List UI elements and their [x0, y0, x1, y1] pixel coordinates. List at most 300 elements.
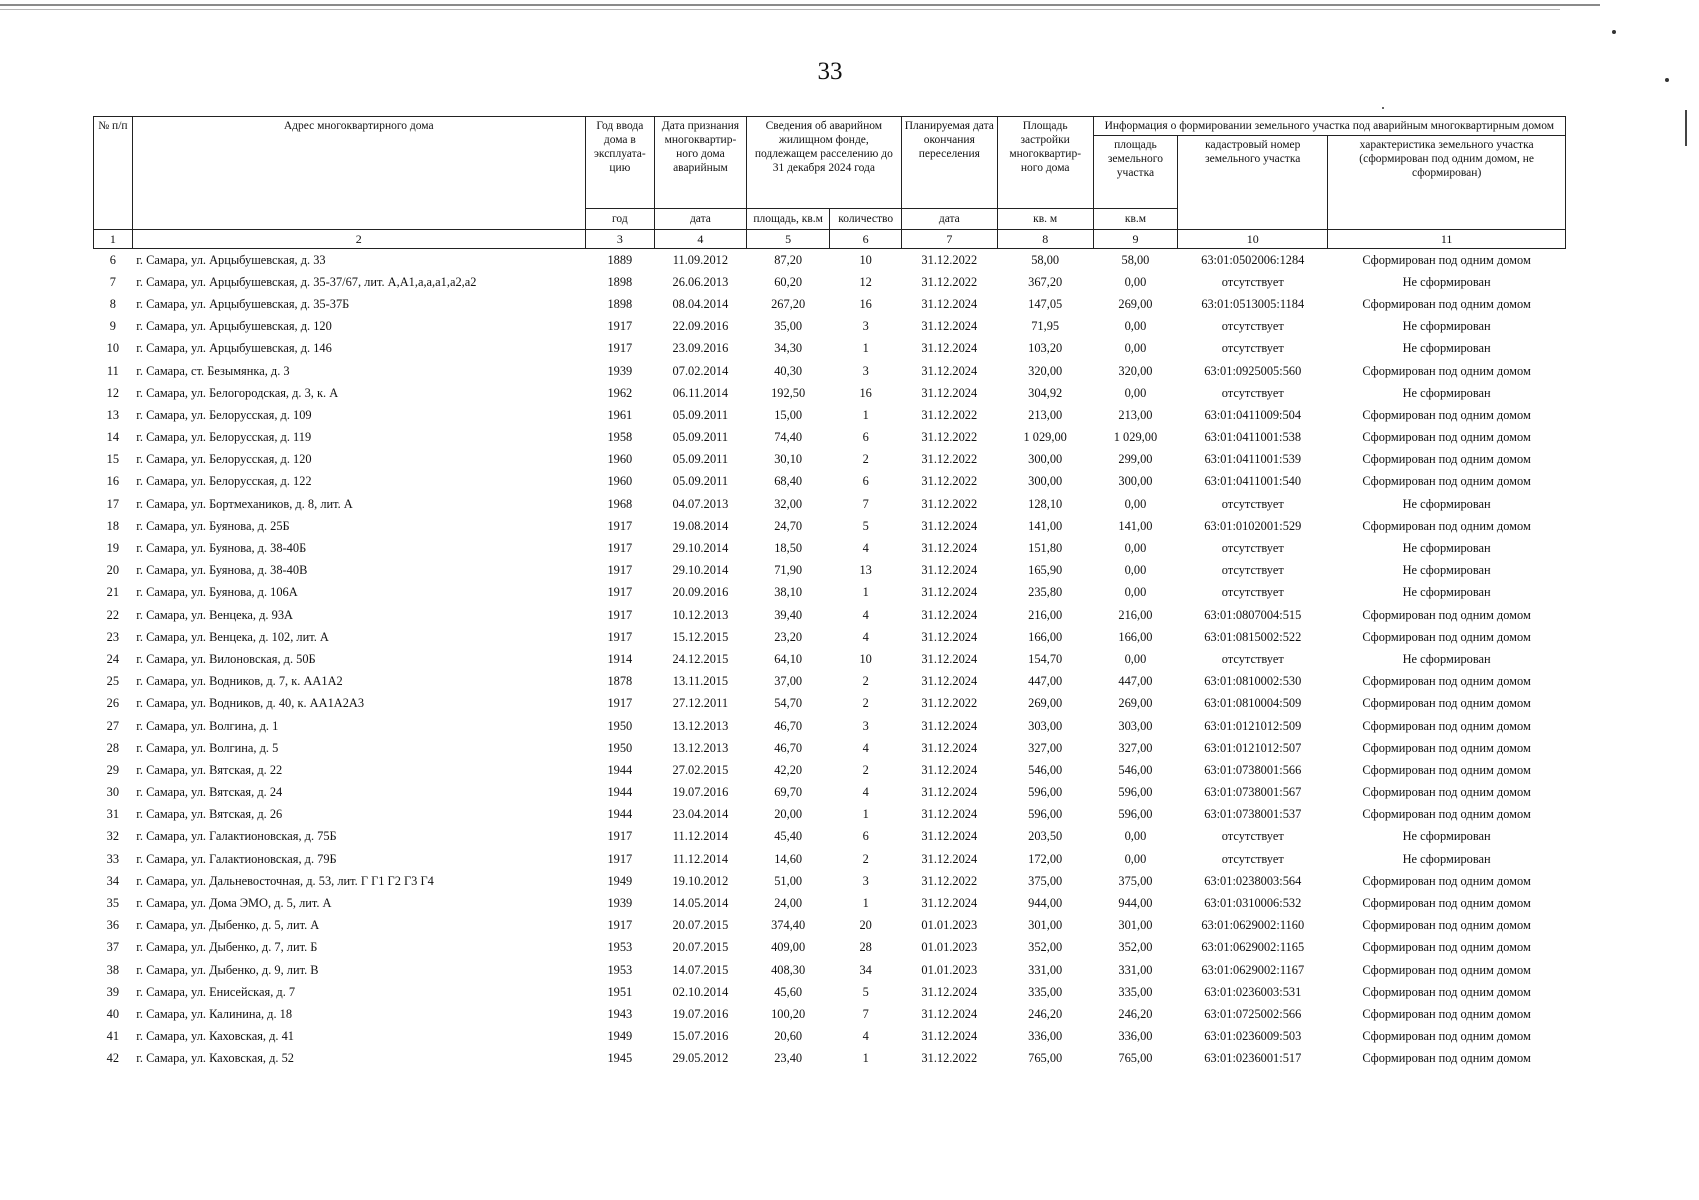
table-row [94, 316, 1566, 338]
cadastral-cell: 63:01:0925005:560 [1204, 363, 1302, 378]
year-cell: 1917 [607, 918, 633, 933]
cadastral-cell: отсутствует [1221, 563, 1284, 578]
date-recognized-cell: 07.02.2014 [672, 363, 729, 378]
table-row [94, 715, 1566, 737]
area-cell: 64,10 [774, 651, 803, 666]
date-recognized-cell: 04.07.2013 [672, 496, 729, 511]
land-area-cell: 303,00 [1118, 718, 1153, 733]
address-cell: г. Самара, ул. Дальневосточная, д. 53, лит. Г Г1 Г2 Г3 Г4 [136, 873, 434, 888]
date-recognized-cell: 11.09.2012 [672, 252, 729, 267]
year-cell: 1960 [607, 452, 633, 467]
column-number: 6 [830, 230, 901, 249]
address-cell: г. Самара, ул. Арцыбушевская, д. 35-37/67, лит. А,А1,а,а,а1,а2,а2 [136, 274, 477, 289]
row-number: 35 [106, 896, 120, 911]
planned-date-cell: 31.12.2024 [921, 984, 978, 999]
building-area-cell: 304,92 [1028, 385, 1063, 400]
building-area-cell: 165,90 [1028, 563, 1063, 578]
unit-land-area: кв.м [1093, 209, 1178, 230]
date-recognized-cell: 11.12.2014 [672, 851, 729, 866]
year-cell: 1961 [607, 407, 633, 422]
table-row [94, 959, 1566, 981]
cadastral-cell: отсутствует [1221, 341, 1284, 356]
land-area-cell: 0,00 [1124, 341, 1147, 356]
count-cell: 3 [862, 363, 869, 378]
table-header [94, 117, 1566, 249]
land-area-cell: 0,00 [1124, 274, 1147, 289]
area-cell: 40,30 [774, 363, 803, 378]
cadastral-cell: 63:01:0738001:567 [1204, 785, 1302, 800]
area-cell: 267,20 [771, 296, 806, 311]
land-area-cell: 335,00 [1118, 984, 1153, 999]
unit-area: площадь, кв.м [746, 209, 830, 230]
row-number: 18 [106, 518, 120, 533]
year-cell: 1962 [607, 385, 633, 400]
land-char-cell: Сформирован под одним домом [1362, 474, 1531, 489]
header-emergency-fund: Сведения об аварийном жилищном фонде, подлежащем расселению до 31 декабря 2024 года [746, 117, 901, 209]
count-cell: 4 [862, 1029, 869, 1044]
date-recognized-cell: 13.12.2013 [672, 718, 729, 733]
cadastral-cell: 63:01:0411001:539 [1204, 452, 1302, 467]
land-char-cell: Сформирован под одним домом [1362, 607, 1531, 622]
date-recognized-cell: 27.12.2011 [672, 696, 729, 711]
count-cell: 2 [862, 452, 869, 467]
row-number: 41 [106, 1029, 120, 1044]
table-row [94, 515, 1566, 537]
land-area-cell: 352,00 [1118, 940, 1153, 955]
count-cell: 4 [862, 740, 869, 755]
area-cell: 15,00 [774, 407, 803, 422]
address-cell: г. Самара, ул. Арцыбушевская, д. 120 [136, 319, 332, 334]
year-cell: 1917 [607, 518, 633, 533]
cadastral-cell: 63:01:0629002:1160 [1201, 918, 1305, 933]
table-row [94, 693, 1566, 715]
planned-date-cell: 31.12.2024 [921, 1006, 978, 1021]
land-area-cell: 0,00 [1124, 541, 1147, 556]
column-number: 5 [746, 230, 830, 249]
building-area-cell: 327,00 [1028, 740, 1063, 755]
date-recognized-cell: 05.09.2011 [672, 452, 729, 467]
date-recognized-cell: 26.06.2013 [672, 274, 729, 289]
area-cell: 46,70 [774, 740, 803, 755]
count-cell: 13 [859, 563, 872, 578]
cadastral-cell: 63:01:0738001:566 [1204, 762, 1302, 777]
row-number: 12 [106, 385, 120, 400]
year-cell: 1917 [607, 696, 633, 711]
table-row [94, 759, 1566, 781]
building-area-cell: 128,10 [1028, 496, 1063, 511]
row-number: 36 [106, 918, 120, 933]
year-cell: 1898 [607, 296, 633, 311]
count-cell: 2 [862, 762, 869, 777]
row-number: 37 [106, 940, 120, 955]
year-cell: 1960 [607, 474, 633, 489]
planned-date-cell: 31.12.2024 [921, 674, 978, 689]
area-cell: 39,40 [774, 607, 803, 622]
unit-count: количество [830, 209, 901, 230]
area-cell: 46,70 [774, 718, 803, 733]
planned-date-cell: 31.12.2022 [921, 1051, 978, 1066]
year-cell: 1914 [607, 651, 633, 666]
building-area-cell: 331,00 [1028, 962, 1063, 977]
year-cell: 1917 [607, 563, 633, 578]
address-cell: г. Самара, ст. Безымянка, д. 3 [136, 363, 290, 378]
year-cell: 1898 [607, 274, 633, 289]
count-cell: 16 [859, 296, 872, 311]
building-area-cell: 765,00 [1028, 1051, 1063, 1066]
count-cell: 2 [862, 851, 869, 866]
land-area-cell: 320,00 [1118, 363, 1153, 378]
year-cell: 1917 [607, 829, 633, 844]
count-cell: 6 [862, 829, 869, 844]
date-recognized-cell: 10.12.2013 [672, 607, 729, 622]
year-cell: 1917 [607, 851, 633, 866]
date-recognized-cell: 15.12.2015 [672, 629, 729, 644]
building-area-cell: 216,00 [1028, 607, 1063, 622]
land-char-cell: Не сформирован [1402, 341, 1491, 356]
year-cell: 1945 [607, 1051, 633, 1066]
row-number: 38 [106, 962, 120, 977]
address-cell: г. Самара, ул. Вятская, д. 22 [136, 762, 283, 777]
area-cell: 38,10 [774, 585, 803, 600]
address-cell: г. Самара, ул. Галактионовская, д. 75Б [136, 829, 337, 844]
row-number: 15 [106, 452, 120, 467]
address-cell: г. Самара, ул. Арцыбушевская, д. 146 [136, 341, 332, 356]
area-cell: 54,70 [774, 696, 803, 711]
land-area-cell: 0,00 [1124, 563, 1147, 578]
land-area-cell: 166,00 [1118, 629, 1153, 644]
building-area-cell: 213,00 [1028, 407, 1063, 422]
land-area-cell: 0,00 [1124, 829, 1147, 844]
land-area-cell: 1 029,00 [1113, 430, 1158, 445]
scan-speck [1665, 78, 1669, 82]
year-cell: 1944 [607, 762, 633, 777]
building-area-cell: 141,00 [1028, 518, 1063, 533]
address-cell: г. Самара, ул. Водников, д. 7, к. АА1А2 [136, 674, 343, 689]
address-cell: г. Самара, ул. Каховская, д. 52 [136, 1051, 294, 1066]
land-char-cell: Сформирован под одним домом [1362, 962, 1531, 977]
table-row [94, 892, 1566, 914]
address-cell: г. Самара, ул. Белорусская, д. 120 [136, 452, 312, 467]
column-number: 11 [1328, 230, 1566, 249]
year-cell: 1951 [607, 984, 633, 999]
land-char-cell: Сформирован под одним домом [1362, 940, 1531, 955]
row-number: 19 [106, 541, 120, 556]
header-cadastral: кадастровый номер земельного участка [1178, 136, 1328, 230]
count-cell: 2 [862, 696, 869, 711]
address-cell: г. Самара, ул. Водников, д. 40, к. АА1А2А3 [136, 696, 365, 711]
count-cell: 20 [859, 918, 872, 933]
building-area-cell: 300,00 [1028, 452, 1063, 467]
building-area-cell: 235,80 [1028, 585, 1063, 600]
land-area-cell: 0,00 [1124, 651, 1147, 666]
planned-date-cell: 31.12.2024 [921, 341, 978, 356]
scan-speck [1382, 107, 1384, 109]
land-char-cell: Сформирован под одним домом [1362, 363, 1531, 378]
cadastral-cell: отсутствует [1221, 496, 1284, 511]
count-cell: 1 [862, 807, 869, 822]
date-recognized-cell: 19.07.2016 [672, 1006, 729, 1021]
address-cell: г. Самара, ул. Буянова, д. 38-40В [136, 563, 308, 578]
date-recognized-cell: 14.07.2015 [672, 962, 729, 977]
row-number: 27 [106, 718, 120, 733]
year-cell: 1917 [607, 541, 633, 556]
land-char-cell: Не сформирован [1402, 563, 1491, 578]
area-cell: 408,30 [771, 962, 806, 977]
building-area-cell: 246,20 [1028, 1006, 1063, 1021]
count-cell: 6 [862, 474, 869, 489]
table-row [94, 1026, 1566, 1048]
table-row [94, 848, 1566, 870]
building-area-cell: 71,95 [1031, 319, 1060, 334]
building-area-cell: 154,70 [1028, 651, 1063, 666]
address-cell: г. Самара, ул. Дыбенко, д. 7, лит. Б [136, 940, 318, 955]
date-recognized-cell: 29.10.2014 [672, 563, 729, 578]
cadastral-cell: 63:01:0810002:530 [1204, 674, 1302, 689]
address-cell: г. Самара, ул. Волгина, д. 1 [136, 718, 279, 733]
scan-edge-mark [1685, 110, 1687, 146]
count-cell: 1 [862, 896, 869, 911]
area-cell: 60,20 [774, 274, 803, 289]
planned-date-cell: 31.12.2024 [921, 651, 978, 666]
count-cell: 5 [862, 984, 869, 999]
building-area-cell: 352,00 [1028, 940, 1063, 955]
cadastral-cell: 63:01:0121012:507 [1204, 740, 1302, 755]
column-number: 3 [585, 230, 654, 249]
planned-date-cell: 31.12.2024 [921, 762, 978, 777]
cadastral-cell: 63:01:0236009:503 [1204, 1029, 1302, 1044]
address-cell: г. Самара, ул. Дома ЭМО, д. 5, лит. А [136, 896, 332, 911]
address-cell: г. Самара, ул. Белорусская, д. 122 [136, 474, 312, 489]
count-cell: 1 [862, 407, 869, 422]
address-cell: г. Самара, ул. Волгина, д. 5 [136, 740, 279, 755]
table-row [94, 449, 1566, 471]
land-area-cell: 269,00 [1118, 696, 1153, 711]
land-area-cell: 327,00 [1118, 740, 1153, 755]
year-cell: 1917 [607, 607, 633, 622]
cadastral-cell: 63:01:0738001:537 [1204, 807, 1302, 822]
planned-date-cell: 31.12.2022 [921, 696, 978, 711]
building-area-cell: 166,00 [1028, 629, 1063, 644]
building-area-cell: 300,00 [1028, 474, 1063, 489]
count-cell: 10 [859, 252, 872, 267]
column-number: 8 [997, 230, 1093, 249]
table-row [94, 604, 1566, 626]
count-cell: 12 [859, 274, 872, 289]
building-area-cell: 546,00 [1028, 762, 1063, 777]
table-row [94, 360, 1566, 382]
row-number: 31 [106, 807, 120, 822]
building-area-cell: 336,00 [1028, 1029, 1063, 1044]
land-area-cell: 246,20 [1118, 1006, 1153, 1021]
count-cell: 1 [862, 1051, 869, 1066]
cadastral-cell: 63:01:0102001:529 [1204, 518, 1302, 533]
date-recognized-cell: 05.09.2011 [672, 430, 729, 445]
address-cell: г. Самара, ул. Венцека, д. 93А [136, 607, 293, 622]
planned-date-cell: 31.12.2024 [921, 319, 978, 334]
area-cell: 18,50 [774, 541, 803, 556]
row-number: 23 [106, 629, 120, 644]
table-row [94, 981, 1566, 1003]
building-area-cell: 151,80 [1028, 541, 1063, 556]
table-row [94, 427, 1566, 449]
count-cell: 34 [859, 962, 872, 977]
land-char-cell: Сформирован под одним домом [1362, 873, 1531, 888]
address-cell: г. Самара, ул. Енисейская, д. 7 [136, 984, 296, 999]
address-cell: г. Самара, ул. Буянова, д. 38-40Б [136, 541, 307, 556]
planned-date-cell: 31.12.2024 [921, 541, 978, 556]
date-recognized-cell: 19.07.2016 [672, 785, 729, 800]
date-recognized-cell: 22.09.2016 [672, 319, 729, 334]
table-row [94, 338, 1566, 360]
year-cell: 1889 [607, 252, 633, 267]
planned-date-cell: 31.12.2024 [921, 896, 978, 911]
row-number: 10 [106, 341, 120, 356]
area-cell: 192,50 [771, 385, 806, 400]
cadastral-cell: 63:01:0310006:532 [1204, 896, 1302, 911]
area-cell: 24,00 [774, 896, 803, 911]
land-char-cell: Сформирован под одним домом [1362, 807, 1531, 822]
table-row [94, 782, 1566, 804]
land-area-cell: 0,00 [1124, 496, 1147, 511]
planned-date-cell: 31.12.2022 [921, 452, 978, 467]
cadastral-cell: 63:01:0236001:517 [1204, 1051, 1302, 1066]
table-row [94, 626, 1566, 648]
row-number: 28 [106, 740, 120, 755]
row-number: 14 [106, 430, 120, 445]
date-recognized-cell: 24.12.2015 [672, 651, 729, 666]
building-area-cell: 172,00 [1028, 851, 1063, 866]
address-cell: г. Самара, ул. Буянова, д. 25Б [136, 518, 290, 533]
address-cell: г. Самара, ул. Галактионовская, д. 79Б [136, 851, 337, 866]
cadastral-cell: 63:01:0629002:1167 [1201, 962, 1305, 977]
land-area-cell: 299,00 [1118, 452, 1153, 467]
date-recognized-cell: 29.05.2012 [672, 1051, 729, 1066]
date-recognized-cell: 05.09.2011 [672, 407, 729, 422]
date-recognized-cell: 23.04.2014 [672, 807, 729, 822]
table-row [94, 804, 1566, 826]
table-row [94, 382, 1566, 404]
area-cell: 32,00 [774, 496, 803, 511]
building-area-cell: 147,05 [1028, 296, 1063, 311]
planned-date-cell: 31.12.2024 [921, 1029, 978, 1044]
row-number: 17 [106, 496, 120, 511]
table-row [94, 1003, 1566, 1025]
land-char-cell: Сформирован под одним домом [1362, 674, 1531, 689]
building-area-cell: 1 029,00 [1023, 430, 1067, 445]
column-number: 1 [94, 230, 133, 249]
cadastral-cell: 63:01:0815002:522 [1204, 629, 1302, 644]
row-number: 24 [106, 651, 120, 666]
table-row [94, 404, 1566, 426]
count-cell: 3 [862, 718, 869, 733]
planned-date-cell: 31.12.2022 [921, 873, 978, 888]
land-char-cell: Не сформирован [1402, 829, 1491, 844]
building-area-cell: 596,00 [1028, 807, 1063, 822]
count-cell: 4 [862, 785, 869, 800]
land-area-cell: 0,00 [1124, 385, 1147, 400]
area-cell: 409,00 [771, 940, 806, 955]
row-number: 40 [106, 1006, 120, 1021]
date-recognized-cell: 08.04.2014 [672, 296, 729, 311]
year-cell: 1917 [607, 585, 633, 600]
planned-date-cell: 31.12.2024 [921, 829, 978, 844]
land-char-cell: Не сформирован [1402, 319, 1491, 334]
planned-date-cell: 01.01.2023 [921, 962, 978, 977]
area-cell: 374,40 [771, 918, 806, 933]
count-cell: 1 [862, 585, 869, 600]
year-cell: 1939 [607, 896, 633, 911]
header-planned-date: Планируемая дата окончания переселения [901, 117, 997, 209]
land-char-cell: Сформирован под одним домом [1362, 718, 1531, 733]
count-cell: 3 [862, 319, 869, 334]
land-char-cell: Сформирован под одним домом [1362, 984, 1531, 999]
planned-date-cell: 31.12.2024 [921, 740, 978, 755]
year-cell: 1917 [607, 341, 633, 356]
year-cell: 1917 [607, 629, 633, 644]
land-char-cell: Сформирован под одним домом [1362, 896, 1531, 911]
area-cell: 69,70 [774, 785, 803, 800]
building-area-cell: 335,00 [1028, 984, 1063, 999]
building-area-cell: 320,00 [1028, 363, 1063, 378]
land-char-cell: Не сформирован [1402, 274, 1491, 289]
cadastral-cell: 63:01:0513005:1184 [1201, 296, 1305, 311]
address-cell: г. Самара, ул. Каховская, д. 41 [136, 1029, 294, 1044]
row-number: 22 [106, 607, 120, 622]
year-cell: 1939 [607, 363, 633, 378]
planned-date-cell: 31.12.2022 [921, 474, 978, 489]
cadastral-cell: отсутствует [1221, 319, 1284, 334]
planned-date-cell: 31.12.2022 [921, 407, 978, 422]
land-area-cell: 596,00 [1118, 785, 1153, 800]
address-cell: г. Самара, ул. Бортмехаников, д. 8, лит. А [136, 496, 353, 511]
table-row [94, 737, 1566, 759]
column-number: 7 [901, 230, 997, 249]
area-cell: 51,00 [774, 873, 803, 888]
address-cell: г. Самара, ул. Белогородская, д. 3, к. А [136, 385, 339, 400]
planned-date-cell: 31.12.2024 [921, 718, 978, 733]
area-cell: 14,60 [774, 851, 803, 866]
land-area-cell: 58,00 [1121, 252, 1150, 267]
year-cell: 1917 [607, 319, 633, 334]
area-cell: 42,20 [774, 762, 803, 777]
building-area-cell: 375,00 [1028, 873, 1063, 888]
area-cell: 30,10 [774, 452, 803, 467]
date-recognized-cell: 29.10.2014 [672, 541, 729, 556]
planned-date-cell: 31.12.2022 [921, 496, 978, 511]
year-cell: 1943 [607, 1006, 633, 1021]
land-char-cell: Сформирован под одним домом [1362, 740, 1531, 755]
count-cell: 28 [859, 940, 872, 955]
address-cell: г. Самара, ул. Белорусская, д. 109 [136, 407, 312, 422]
land-char-cell: Сформирован под одним домом [1362, 762, 1531, 777]
land-char-cell: Сформирован под одним домом [1362, 696, 1531, 711]
address-cell: г. Самара, ул. Дыбенко, д. 9, лит. В [136, 962, 319, 977]
year-cell: 1950 [607, 740, 633, 755]
date-recognized-cell: 13.12.2013 [672, 740, 729, 755]
planned-date-cell: 01.01.2023 [921, 940, 978, 955]
land-area-cell: 0,00 [1124, 585, 1147, 600]
table-row [94, 471, 1566, 493]
date-recognized-cell: 14.05.2014 [672, 896, 729, 911]
count-cell: 4 [862, 541, 869, 556]
address-cell: г. Самара, ул. Вилоновская, д. 50Б [136, 651, 316, 666]
count-cell: 7 [862, 1006, 869, 1021]
count-cell: 4 [862, 607, 869, 622]
building-area-cell: 447,00 [1028, 674, 1063, 689]
land-area-cell: 331,00 [1118, 962, 1153, 977]
count-cell: 1 [862, 341, 869, 356]
row-number: 26 [106, 696, 120, 711]
